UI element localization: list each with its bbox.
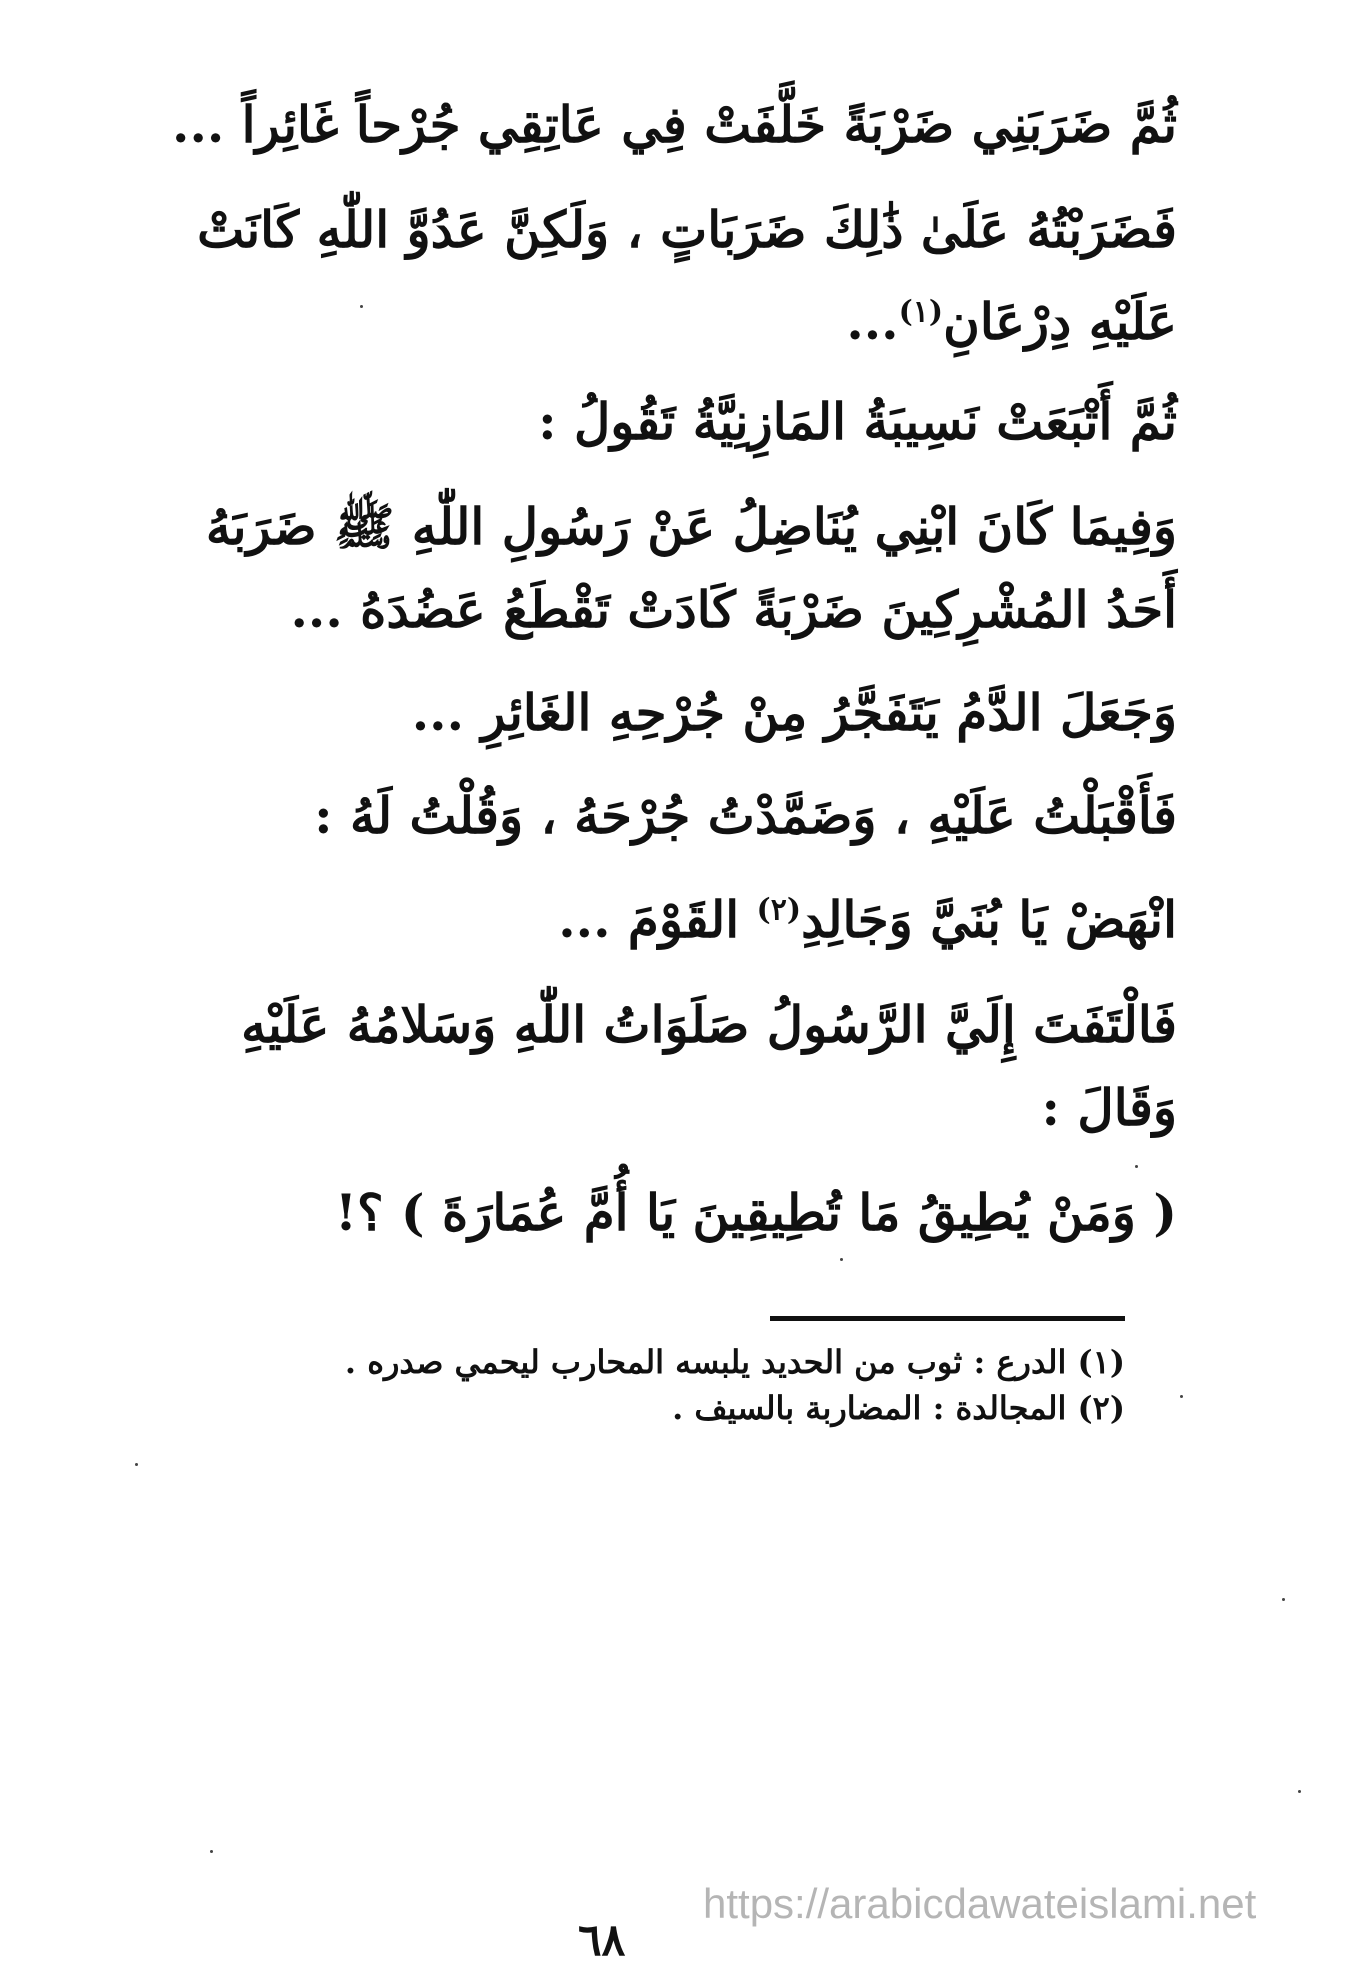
paragraph-8 — [87, 995, 1177, 1055]
text-line: ثُمَّ أَتْبَعَتْ نَسِيبَةُ المَازِنِيَّةُ تَقُولُ : — [538, 392, 1177, 451]
text-line — [87, 890, 1177, 950]
footnote-separator — [770, 1316, 1125, 1321]
text-line: فَضَرَبْتُهُ عَلَىٰ ذَٰلِكَ ضَرَبَاتٍ ، وَلَكِنَّ عَدُوَّ اللّٰهِ كَانَتْ — [197, 200, 1177, 259]
text-line: وَقَالَ : — [1041, 1078, 1177, 1137]
text-line: ثُمَّ ضَرَبَنِي ضَرْبَةً خَلَّفَتْ فِي عَاتِقِي جُرْحاً غَائِراً ... — [172, 95, 1177, 154]
text-line: ( وَمَنْ يُطِيقُ مَا تُطِيقِينَ يَا أُمَّ عُمَارَةَ ) ؟! — [335, 1183, 1177, 1242]
text-segment: عَلَيْهِ دِرْعَانِ — [943, 292, 1177, 351]
paragraph-8-continued — [87, 1078, 1177, 1138]
quote-line — [87, 1183, 1177, 1243]
paragraph-2-continued — [87, 292, 1177, 352]
paragraph-6 — [87, 786, 1177, 846]
footnote-ref-1: (١) — [898, 294, 944, 330]
scan-speck — [840, 1258, 843, 1261]
text-segment: القَوْمَ ... — [558, 890, 740, 949]
scan-speck — [135, 1463, 138, 1466]
scan-speck — [210, 1850, 213, 1853]
paragraph-2 — [87, 200, 1177, 260]
text-segment: ... — [846, 292, 899, 351]
paragraph-5 — [87, 683, 1177, 743]
text-line: فَالْتَفَتَ إِلَيَّ الرَّسُولُ صَلَوَاتُ اللّٰهِ وَسَلامُهُ عَلَيْهِ — [241, 995, 1177, 1054]
text-segment: انْهَضْ يَا بُنَيَّ وَجَالِدِ — [801, 890, 1177, 949]
text-line — [87, 292, 1177, 352]
paragraph-7 — [87, 890, 1177, 950]
footnote-ref-2: (٢) — [756, 892, 802, 928]
paragraph-4 — [87, 497, 1177, 557]
footnote-2: (٢) المجالدة : المضاربة بالسيف . — [672, 1389, 1125, 1427]
paragraph-4-continued — [87, 580, 1177, 640]
scan-speck — [1180, 1395, 1183, 1398]
scan-speck — [360, 305, 363, 308]
text-line: فَأَقْبَلْتُ عَلَيْهِ ، وَضَمَّدْتُ جُرْحَهُ ، وَقُلْتُ لَهُ : — [314, 786, 1177, 845]
paragraph-1 — [87, 95, 1177, 155]
scan-speck — [1135, 1165, 1138, 1168]
paragraph-3 — [87, 392, 1177, 452]
scan-speck — [1282, 1598, 1285, 1601]
text-line: وَفِيمَا كَانَ ابْنِي يُنَاضِلُ عَنْ رَسُولِ اللّٰهِ ﷺ ضَرَبَهُ — [205, 497, 1177, 556]
text-line: وَجَعَلَ الدَّمُ يَتَفَجَّرُ مِنْ جُرْحِهِ الغَائِرِ ... — [411, 683, 1177, 742]
watermark-url: https://arabicdawateislami.net — [703, 1880, 1257, 1927]
page-number: ٦٨ — [578, 1915, 626, 1966]
scan-speck — [1298, 1790, 1301, 1793]
text-line: أَحَدُ المُشْرِكِينَ ضَرْبَةً كَادَتْ تَقْطَعُ عَضُدَهُ ... — [290, 580, 1177, 639]
footnote-1: (١) الدرع : ثوب من الحديد يلبسه المحارب ليحمي صدره . — [344, 1343, 1125, 1381]
